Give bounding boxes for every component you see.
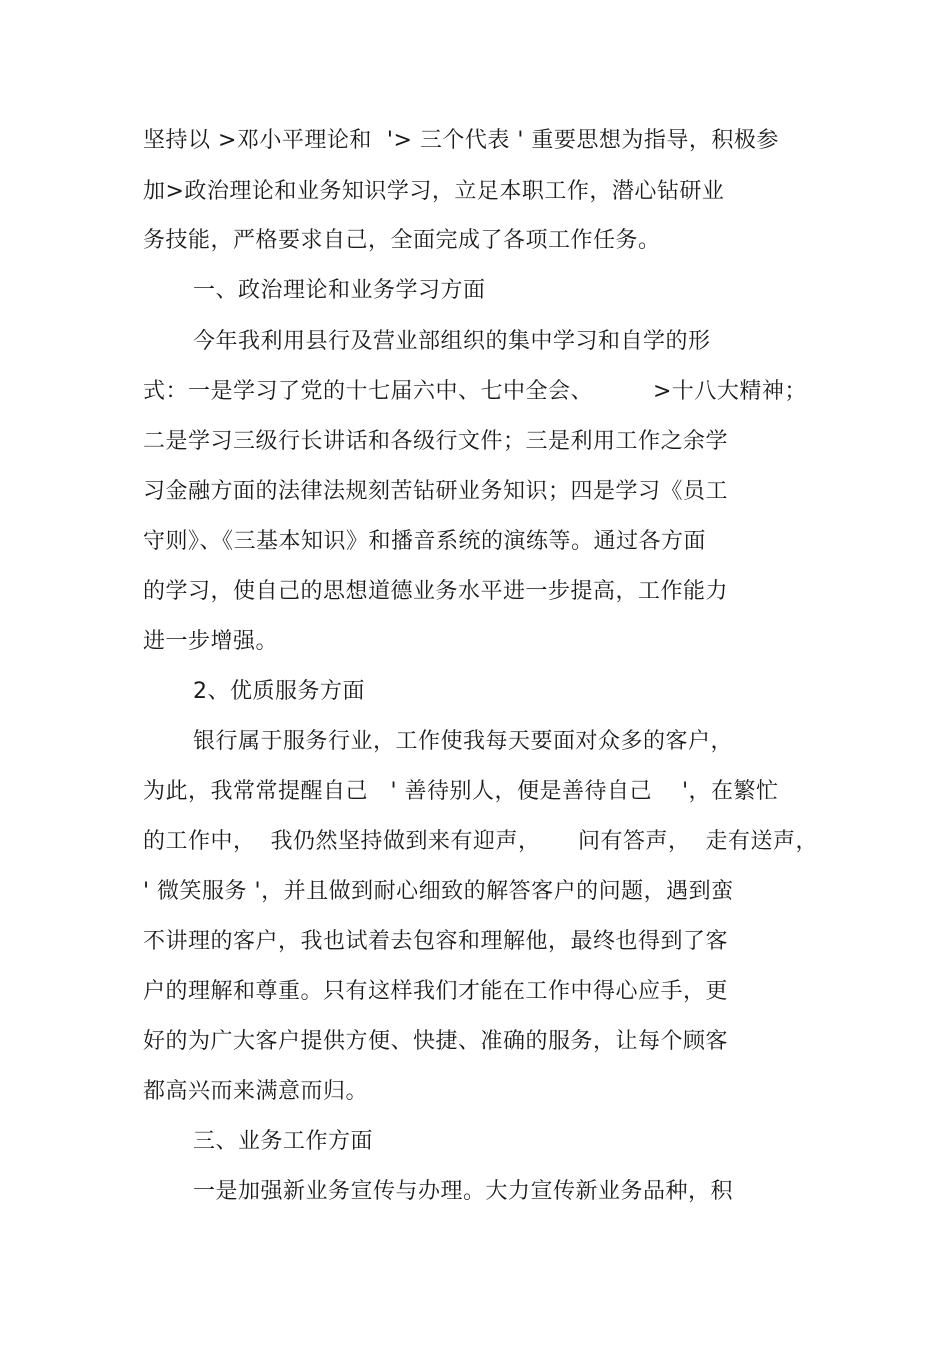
text-line: 都高兴而来满意而归。 <box>143 1079 369 1104</box>
text-line: 不讲理的客户，我也试着去包容和理解他，最终也得到了客 <box>143 929 729 954</box>
text-line: 一是加强新业务宣传与办理。大力宣传新业务品种，积 <box>193 1179 734 1204</box>
text-line: 的学习，使自己的思想道德业务水平进一步提高，工作能力 <box>143 579 729 604</box>
text-line: 式：一是学习了党的十七届六中、七中全会、 >十八大精神； <box>143 379 807 404</box>
text-line: 为此，我常常提醒自己 ' 善待别人，便是善待自己 '，在繁忙 <box>143 779 779 804</box>
text-line: 好的为广大客户提供方便、快捷、准确的服务，让每个顾客 <box>143 1029 729 1054</box>
text-line: 守则》、《三基本知识》和播音系统的演练等。通过各方面 <box>143 529 707 554</box>
text-line: 进一步增强。 <box>143 629 279 654</box>
text-line: 今年我利用县行及营业部组织的集中学习和自学的形 <box>193 329 711 354</box>
text-line: 务技能，严格要求自己，全面完成了各项工作任务。 <box>143 228 661 253</box>
text-line: 二是学习三级行长讲话和各级行文件；三是利用工作之余学 <box>143 429 729 454</box>
text-line: ' 微笑服务 '，并且做到耐心细致的解答客户的问题，遇到蛮 <box>143 879 734 904</box>
text-line: 户的理解和尊重。只有这样我们才能在工作中得心应手，更 <box>143 979 729 1004</box>
section-heading: 三、业务工作方面 <box>193 1129 374 1154</box>
text-line: 银行属于服务行业，工作使我每天要面对众多的客户， <box>193 729 734 754</box>
section-heading: 2、优质服务方面 <box>193 679 365 704</box>
text-line: 坚持以 >邓小平理论和 '> 三个代表 ' 重要思想为指导，积极参 <box>143 128 779 153</box>
text-line: 加>政治理论和业务知识学习，立足本职工作，潜心钻研业 <box>143 179 725 204</box>
section-heading: 一、政治理论和业务学习方面 <box>193 278 486 303</box>
text-line: 的工作中， 我仍然坚持做到来有迎声， 问有答声， 走有送声， <box>143 829 818 854</box>
text-line: 习金融方面的法律法规刻苦钻研业务知识；四是学习《员工 <box>143 479 729 504</box>
